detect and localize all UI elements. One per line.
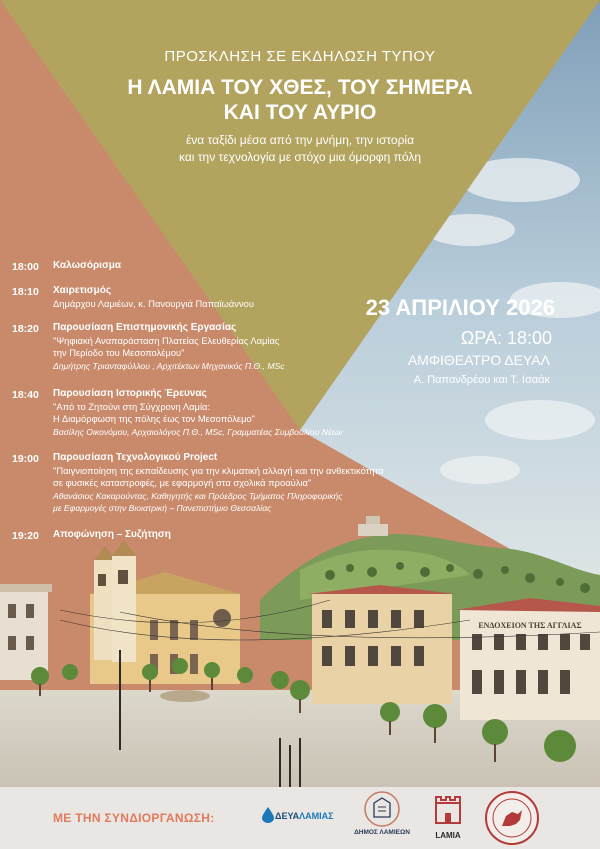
university-seal-icon	[484, 790, 540, 846]
program-desc: Δημάρχου Λαμιέων, κ. Πανουργιά Παπαϊωάννου	[53, 297, 255, 309]
water-drop-icon	[262, 807, 274, 823]
lamia-logo	[428, 789, 468, 847]
lamia-castle-icon	[428, 789, 468, 829]
event-date: 23 ΑΠΡΙΛΙΟΥ 2026	[365, 295, 555, 320]
fountain	[160, 690, 210, 702]
event-kicker: ΠΡΟΣΚΛΗΣΗ ΣΕ ΕΚΔΗΛΩΣΗ ΤΥΠΟΥ	[164, 48, 436, 65]
program-speaker: Αθανάσιος Κακαρούντας, Καθηγητής και Πρόεδρος Τμήματος Πληροφορικής	[53, 490, 343, 501]
program-item	[53, 529, 473, 542]
middle-building	[308, 585, 456, 704]
municipality-emblem-icon	[346, 789, 418, 829]
event-subtitle-line1: ένα ταξίδι μέσα από την μνήμη, την ιστορία	[185, 133, 415, 147]
program-title: Χαιρετισμός	[53, 285, 112, 296]
event-title-line2: ΚΑΙ ΤΟΥ ΑΥΡΙΟ	[223, 101, 377, 124]
event-title-line1: Η ΛΑΜΙΑ ΤΟΥ ΧΘΕΣ, ΤΟΥ ΣΗΜΕΡΑ	[127, 76, 473, 99]
program-title: Παρουσίαση Ιστορικής Έρευνας	[53, 388, 207, 399]
university-thessaly-logo	[484, 790, 540, 846]
program-item	[53, 452, 473, 515]
deyal-logo-text-b: ΛΑΜΙΑΣ	[299, 811, 334, 821]
co-organizers-label: ΜΕ ΤΗΝ ΣΥΝΔΙΟΡΓΑΝΩΣΗ:	[53, 811, 215, 825]
municipality-logo	[346, 789, 418, 847]
event-address: Α. Παπανδρέου και Τ. Ισαάκ	[413, 374, 550, 386]
program-speaker: Δημήτρης Τριανταφύλλου , Αρχιτέκτων Μηχανικός Π.Θ., MSc	[53, 360, 285, 371]
program-item	[53, 388, 473, 438]
footer-partners	[0, 787, 600, 849]
program-desc: Η Διαμόρφωση της πόλης έως τον Μεσοπόλεμο"	[53, 413, 256, 424]
program-title: Παρουσίαση Επιστημονικής Εργασίας	[53, 322, 237, 333]
program-desc: "Ψηφιακή Αναπαράσταση Πλατείας Ελευθερίας Λαμίας	[53, 334, 280, 346]
deyal-logo	[262, 807, 334, 828]
program-time: 18:00	[12, 261, 39, 273]
program-desc: την Περίοδο του Μεσοπολέμου"	[53, 347, 185, 358]
left-building	[0, 584, 52, 680]
program-speaker: Βασίλης Οικονόμου, Αρχαιολόγος Π.Θ., MSc, Γραμματέας Συμβουλίου Νέων	[53, 426, 343, 437]
program-time: 19:00	[12, 453, 39, 465]
program-time: 18:40	[12, 389, 39, 401]
program-desc: σε φυσικές καταστροφές, με εφαρμογή στα σχολικά προαύλια"	[53, 477, 312, 488]
program-item	[53, 260, 473, 273]
program-desc: "Παιγνιοποίηση της εκπαίδευσης για την κλιματική αλλαγή και την ανθεκτικότητα	[53, 464, 384, 476]
lamia-logo-text: LAMIA	[435, 831, 461, 840]
event-time: ΩΡΑ: 18:00	[460, 328, 552, 348]
municipality-name: ΔΗΜΟΣ ΛΑΜΙΕΩΝ	[354, 829, 410, 836]
deyal-logo-text-a: ΔΕΥΑ	[275, 811, 300, 821]
program-speaker: με Εφαρμογές στην Βιοιατρική – Πανεπιστήμιο Θεσσαλίας	[53, 503, 272, 513]
event-subtitle-line2: και την τεχνολογία με στόχο μια όμορφη πόλη	[178, 150, 421, 164]
program-time: 19:20	[12, 530, 39, 542]
program-title: Παρουσίαση Τεχνολογικού Project	[53, 452, 218, 463]
program-time: 18:10	[12, 286, 39, 298]
shop-sign: ΕΝΔΟΧΕΙΟΝ ΤΗΣ ΑΓΓΛΙΑΣ	[478, 621, 582, 630]
program-title: Αποφώνηση – Συζήτηση	[53, 529, 171, 540]
event-venue: ΑΜΦΙΘΕΑΤΡΟ ΔΕΥΑΛ	[407, 352, 550, 368]
program-desc: "Από το Ζητούνι στη Σύγχρονη Λαμία:	[53, 400, 211, 412]
program-time: 18:20	[12, 323, 39, 335]
right-building	[456, 598, 600, 720]
program-title: Καλωσόρισμα	[53, 260, 122, 271]
